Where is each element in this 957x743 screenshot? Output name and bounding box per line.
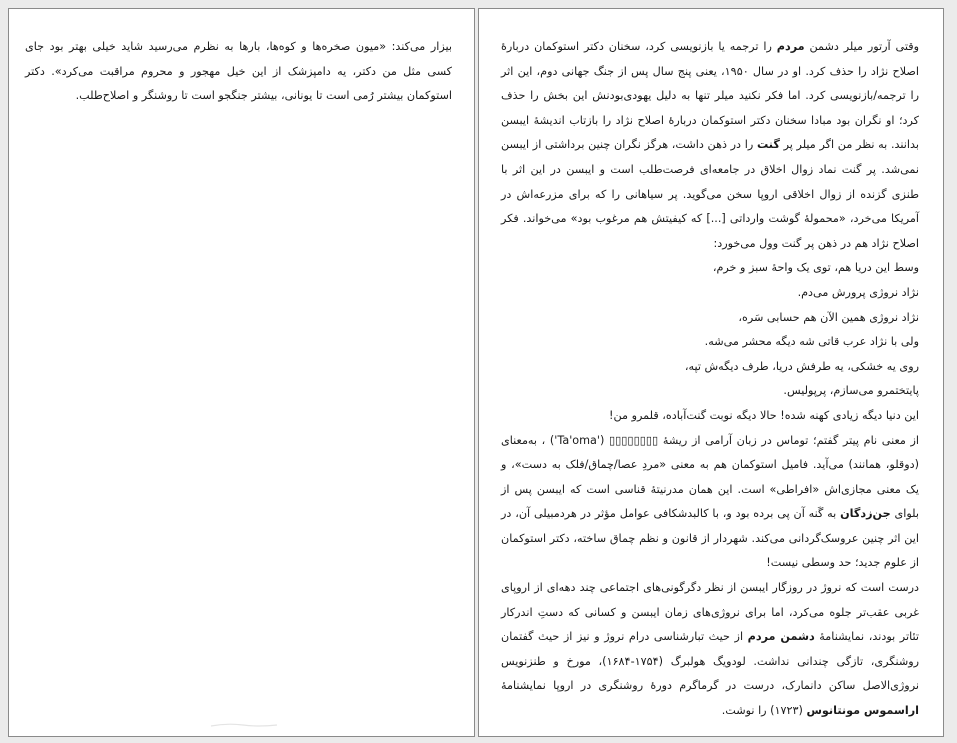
right-page-text xyxy=(501,35,919,724)
verse-line: این دنیا دیگه زیادی کهنه شده! حالا دیگه نوبت گنت‌آباده، قلمرو من! xyxy=(609,408,919,422)
verse-line: روی یه خشکی، یه طرفش دریا، طرف دیگه‌ش تپه، xyxy=(684,359,919,373)
paragraph: از معنی نام پیتر گفتم؛ توماس در زبان آرامی از ریشهٔ ▯▯▯▯▯▯▯▯ ('Ta'oma') ، به‌معنای (دوقلو، همانند) می‌آید. فامیل استوکمان هم به معنی «مردِ عصا/چماق/فلک به دست»، و یک معنی مجازی‌اش «افراطی» است. این همان مدرنیتهٔ قناسی است که ایبسن پس از بلوای جن‌زدگان به گَنه آن پی برده بود و، با کالبدشکافی عوامل مؤثر در هردمبیلی آن، در این اثر چنین عروسک‌گردانی می‌کند. شهردار از قانون و نظم چماق ساخته، دکتر استوکمان از علوم جدید؛ حد وسطی نیست! xyxy=(501,433,919,570)
verse-line: نژاد نروژی پرورش می‌دم. xyxy=(797,285,919,299)
verse-line: پایتختمرو می‌سازم، پرپولیس. xyxy=(783,384,919,398)
right-page xyxy=(478,8,944,737)
bold-term: جن‌زدگان xyxy=(840,507,891,521)
faint-mark xyxy=(209,722,279,728)
bold-term: گنت xyxy=(756,138,780,152)
paragraph: وقتی آرتور میلر دشمن مردم را ترجمه یا بازنویسی کرد، سخنان دکتر استوکمان دربارهٔ اصلاح نژاد را حذف کرد. او در سال ۱۹۵۰، یعنی پنج سال پس از جنگ جهانی دوم، این اثر را ترجمه/بازنویسی کرد. اما فکر نکنید میلر تنها به دلیل یهودی‌بودنش این بخش را حذف کرد؛ او نگران بود مبادا سخنان دکتر استوکمان دربارهٔ اصلاح نژاد را بازتاب اندیشهٔ ایبسن بدانند. به نظر من اگر میلر پر گنت را در ذهن داشت، هرگز نگران چنین برداشتی از ایبسن نمی‌شد. پر گنت نماد زوال اخلاق در جامعه‌ای فرصت‌طلب است و ایبسن در این اثر با طنزی گزنده از زوال اخلاقی اروپا سخن می‌گوید. پر سیاهانی را که برای مزرعه‌اش در آمریکا می‌خرد، «محمولهٔ گوشت وارداتی [...] که کیفیتش هم مرغوب بود» می‌خواند. فکر اصلاح نژاد هم در ذهن پر گنت وول می‌خورد: xyxy=(501,40,920,250)
paragraph: درست است که نروژ در روزگار ایبسن از نظر دگرگونی‌های اجتماعی چند دهه‌ای از اروپای غربی عقب‌تر جلوه می‌کرد، اما برای نروژی‌های زمان ایبسن و کسانی که دستِ اندرکار تئاتر بودند، نمایشنامهٔ دشمن مردم از حیث تبارشناسی درام نروژ و نیز از حیث گفتمان روشنگری، تازگی چندانی نداشت. لودویگ هولبرگ (۱۷۵۴-۱۶۸۴)، مورخ و طنزنویس نروژی‌الاصل ساکن دانمارک، درست در گرماگرم دورهٔ روشنگری در اروپا نمایشنامهٔ اراسموس مونتانوس (۱۷۲۳) را نوشت. xyxy=(501,581,920,718)
left-page xyxy=(8,8,475,737)
bold-term: دشمن مردم xyxy=(747,630,815,644)
left-page-text xyxy=(25,35,452,109)
bold-term: مردم xyxy=(776,40,805,53)
verse-line: نژاد نروژی همین الآن هم حسابی سَره، xyxy=(738,310,919,324)
verse-line: وسط این دریا هم، توی یک واحهٔ سبز و خرم، xyxy=(712,261,919,275)
bold-term: اراسموس مونتانوس xyxy=(806,704,919,718)
verse-line: ولی با نژاد عرب قاتی شه دیگه محشر می‌شه. xyxy=(704,335,919,349)
paragraph: بیزار می‌کند: «میون صخره‌ها و کوه‌ها، بارها به نظرم می‌رسید شاید خیلی بهتر بود جای کسی مثل من دکتر، یه دامپزشک از این خیل مهجور و محروم مراقبت می‌کرد». دکتر استوکمان بیشتر رُمی است تا یونانی، بیشتر جنگجو است تا روشنگر و اصلاح‌طلب. xyxy=(25,40,452,103)
